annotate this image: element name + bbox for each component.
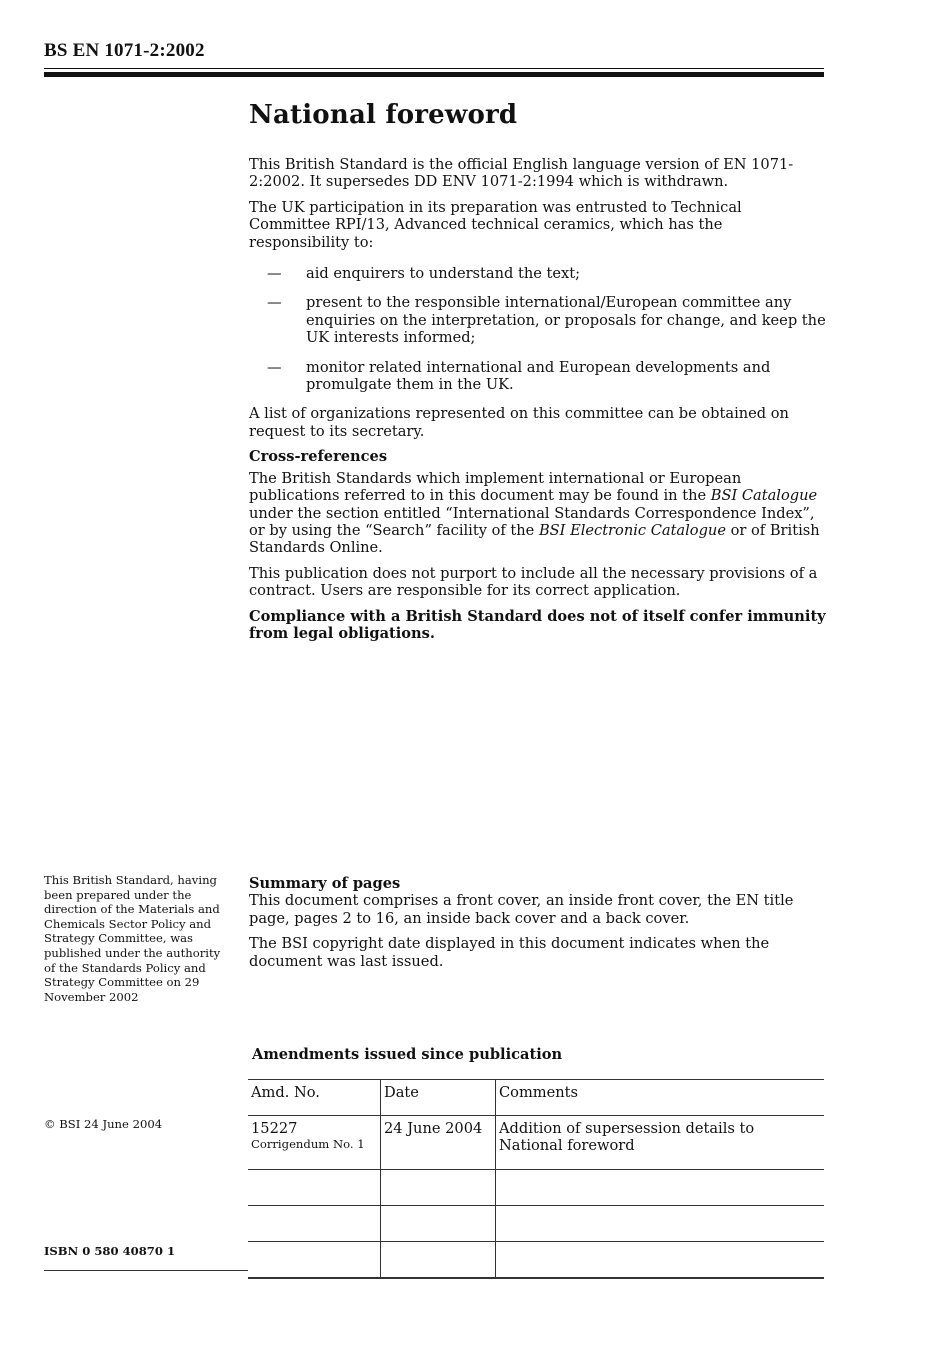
summary-heading: Summary of pages [249,875,401,892]
dash-bullet: — [267,358,282,376]
header-rule-thin [44,68,824,69]
table-row [248,1116,824,1170]
date-cell: 24 June 2004 [381,1116,496,1170]
list-item [249,265,827,282]
list-item-text: monitor related international and European developments and promulgate them in the UK. [306,358,771,394]
column-header-amd-no: Amd. No. [248,1080,381,1116]
crossref-text-2: under the section entitled “International Standards Correspondence Index”, or by using the “Search” facility of the [249,504,815,539]
empty-cell [248,1242,381,1279]
column-header-comments: Comments [496,1080,825,1116]
crossref-text-3: or of British Standards Online. [249,521,820,557]
summary-paragraph: This document comprises a front cover, an inside front cover, the EN title page, pages 2 to 16, an inside back cover and a back cover. [249,892,794,927]
table-header-row [248,1080,824,1116]
committee-list-paragraph: A list of organizations represented on this committee can be obtained on request to its secretary. [249,405,789,440]
amendments-title: Amendments issued since publication [252,1046,563,1063]
copyright-date-paragraph: The BSI copyright date displayed in this document indicates when the document was last issued. [249,935,770,970]
empty-cell [496,1242,825,1279]
empty-cell [381,1170,496,1206]
amd-no-cell [248,1116,381,1170]
dash-bullet: — [267,294,282,312]
table-row [248,1170,824,1206]
empty-cell [248,1206,381,1242]
participation-paragraph: The UK participation in its preparation was entrusted to Technical Committee RPI/13, Advanced technical ceramics, which has the responsibility to: [249,198,742,251]
publication-authority-note: This British Standard, having been prepared under the direction of the Materials and Chemicals Sector Policy and Strategy Committee, was published under the authority of the Standards Policy and Strategy Committee on 29 November 2002 [44,873,221,1004]
cross-references-heading: Cross-references [249,448,388,466]
table-row [248,1242,824,1279]
list-item [249,294,827,346]
document-id: BS EN 1071-2:2002 [44,40,205,61]
page-title: National foreword [249,100,518,130]
empty-cell [248,1170,381,1206]
summary-of-pages [249,875,827,978]
empty-cell [381,1206,496,1242]
amd-subtitle: Corrigendum No. 1 [251,1137,365,1151]
isbn: ISBN 0 580 40870 1 [44,1244,176,1258]
list-item-text: present to the responsible international/European committee any enquiries on the interpretation, or proposals for change, and keep the UK interests informed; [306,294,826,347]
empty-cell [381,1242,496,1279]
bsi-electronic-catalogue-title: BSI Electronic Catalogue [538,521,726,539]
crossref-text-1: The British Standards which implement international or European publications referred to in this document may be found in the [249,469,742,505]
comments-cell: Addition of supersession details to National foreword [496,1116,825,1170]
column-header-date: Date [381,1080,496,1116]
footer-rule [44,1270,248,1271]
header-rule-thick [44,72,824,77]
intro-paragraph: This British Standard is the official English language version of EN 1071-2:2002. It supersedes DD ENV 1071-2:1994 which is withdrawn. [249,156,794,191]
empty-cell [496,1170,825,1206]
table-row [248,1206,824,1242]
main-content [249,156,827,650]
amendments-table [248,1079,824,1279]
amd-number: 15227 [251,1120,298,1137]
provisions-paragraph: This publication does not purport to include all the necessary provisions of a contract. Users are responsible for its correct application. [249,564,818,600]
cross-references-paragraph [249,470,827,557]
responsibility-list [249,265,827,393]
compliance-paragraph: Compliance with a British Standard does not of itself confer immunity from legal obligations. [249,607,826,642]
list-item-text: aid enquirers to understand the text; [306,265,581,283]
empty-cell [496,1206,825,1242]
copyright-notice: © BSI 24 June 2004 [44,1117,163,1131]
list-item [249,359,827,394]
bsi-catalogue-title: BSI Catalogue [710,487,818,505]
dash-bullet: — [267,265,282,283]
